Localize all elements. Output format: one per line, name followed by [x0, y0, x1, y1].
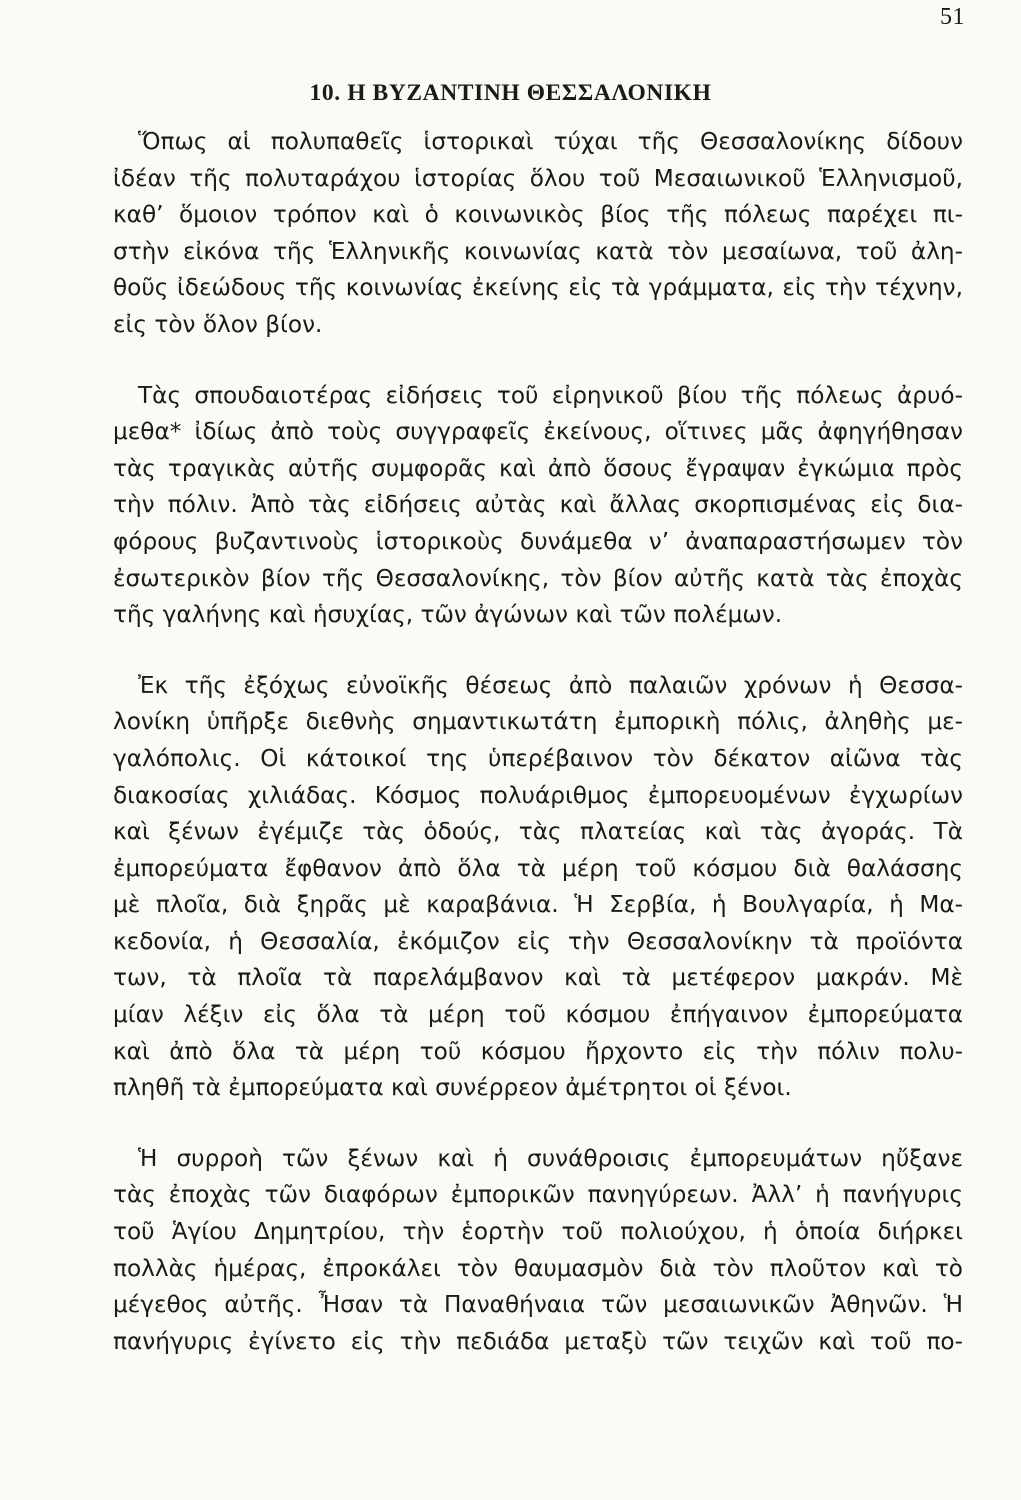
text-line: θοῦς ἰδεώδους τῆς κοινωνίας ἐκείνης εἰς τὰ γράμματα, εἰς τὴν τέχνην, [113, 274, 963, 302]
paragraph-3 [113, 668, 963, 1107]
paragraph-2 [113, 378, 963, 634]
paragraph-4 [113, 1141, 963, 1361]
text-line: λονίκη ὑπῆρξε διεθνὴς σημαντικωτάτη ἐμπορικὴ πόλις, ἀληθὴς με- [113, 708, 963, 736]
text-line: Τὰς σπουδαιοτέρας εἰδήσεις τοῦ εἰρηνικοῦ βίου τῆς πόλεως ἀρυό- [138, 381, 963, 409]
text-line: διακοσίας χιλιάδας. Κόσμος πολυάριθμος ἐμπορευομένων ἐγχωρίων [113, 781, 963, 809]
text-line: καθ’ ὅμοιον τρόπον καὶ ὁ κοινωνικὸς βίος τῆς πόλεως παρέχει πι- [113, 201, 963, 229]
text-line: στὴν εἰκόνα τῆς Ἑλληνικῆς κοινωνίας κατὰ τὸν μεσαίωνα, τοῦ ἀλη- [113, 237, 963, 265]
text-line: πολλὰς ἡμέρας, ἐπροκάλει τὸν θαυμασμὸν διὰ τὸν πλοῦτον καὶ τὸ [113, 1254, 963, 1282]
text-line: μίαν λέξιν εἰς ὅλα τὰ μέρη τοῦ κόσμου ἐπήγαινον ἐμπορεύματα [113, 1001, 963, 1029]
chapter-title: 10. Η ΒΥΖΑΝΤΙΝΗ ΘΕΣΣΑΛΟΝΙΚΗ [309, 80, 712, 106]
text-line: Ἡ συρροὴ τῶν ξένων καὶ ἡ συνάθροισις ἐμπορευμάτων ηὔξανε [138, 1144, 963, 1172]
paragraph-gap [113, 1107, 963, 1141]
text-line: ἐμπορεύματα ἔφθανον ἀπὸ ὅλα τὰ μέρη τοῦ κόσμου διὰ θαλάσσης [113, 854, 963, 882]
text-line: τὰς τραγικὰς αὐτῆς συμφορᾶς καὶ ἀπὸ ὅσους ἔγραψαν ἐγκώμια πρὸς [113, 454, 963, 482]
text-line: των, τὰ πλοῖα τὰ παρελάμβανον καὶ τὰ μετέφερον μακράν. Μὲ [113, 964, 963, 992]
text-line: καὶ ξένων ἐγέμιζε τὰς ὁδούς, τὰς πλατείας καὶ τὰς ἀγοράς. Τὰ [113, 818, 963, 846]
text-line: ἐσωτερικὸν βίον τῆς Θεσσαλονίκης, τὸν βίον αὐτῆς κατὰ τὰς ἐποχὰς [113, 564, 963, 592]
text-line: γαλόπολις. Οἱ κάτοικοί της ὑπερέβαινον τὸν δέκατον αἰῶνα τὰς [113, 744, 963, 772]
paragraph-gap [113, 634, 963, 668]
page-body [113, 124, 963, 1360]
text-line: τῆς γαλήνης καὶ ἡσυχίας, τῶν ἀγώνων καὶ τῶν πολέμων. [113, 601, 783, 629]
text-line: τὴν πόλιν. Ἀπὸ τὰς εἰδήσεις αὐτὰς καὶ ἄλλας σκορπισμένας εἰς δια- [113, 491, 963, 519]
text-line: μέγεθος αὐτῆς. Ἦσαν τὰ Παναθήναια τῶν μεσαιωνικῶν Ἀθηνῶν. Ἡ [113, 1291, 963, 1319]
page-number: 51 [940, 4, 965, 30]
text-line: Ἐκ τῆς ἐξόχως εὐνοϊκῆς θέσεως ἀπὸ παλαιῶν χρόνων ἡ Θεσσα- [138, 671, 963, 699]
text-line: κεδονία, ἡ Θεσσαλία, ἐκόμιζον εἰς τὴν Θεσσαλονίκην τὰ προϊόντα [113, 927, 963, 955]
text-line: εἰς τὸν ὅλον βίον. [113, 310, 323, 338]
text-line: ἰδέαν τῆς πολυταράχου ἱστορίας ὅλου τοῦ Μεσαιωνικοῦ Ἑλληνισμοῦ, [113, 164, 963, 192]
text-line: καὶ ἀπὸ ὅλα τὰ μέρη τοῦ κόσμου ἤρχοντο εἰς τὴν πόλιν πολυ- [113, 1037, 963, 1065]
text-line: μὲ πλοῖα, διὰ ξηρᾶς μὲ καραβάνια. Ἡ Σερβία, ἡ Βουλγαρία, ἡ Μα- [113, 891, 963, 919]
text-line: πανήγυρις ἐγίνετο εἰς τὴν πεδιάδα μεταξὺ τῶν τειχῶν καὶ τοῦ πο- [113, 1327, 963, 1355]
paragraph-1 [113, 124, 963, 344]
text-line: πληθῆ τὰ ἐμπορεύματα καὶ συνέρρεον ἀμέτρητοι οἱ ξένοι. [113, 1074, 792, 1102]
text-line: τὰς ἐποχὰς τῶν διαφόρων ἐμπορικῶν πανηγύρεων. Ἀλλ’ ἡ πανήγυρις [113, 1181, 963, 1209]
text-line: φόρους βυζαντινοὺς ἱστορικοὺς δυνάμεθα ν’ ἀναπαραστήσωμεν τὸν [113, 527, 963, 555]
paragraph-gap [113, 344, 963, 378]
text-line: Ὅπως αἱ πολυπαθεῖς ἱστορικαὶ τύχαι τῆς Θεσσαλονίκης δίδουν [138, 128, 963, 155]
text-line: μεθα* ἰδίως ἀπὸ τοὺς συγγραφεῖς ἐκείνους, οἵτινες μᾶς ἀφηγήθησαν [113, 418, 963, 446]
text-line: τοῦ Ἁγίου Δημητρίου, τὴν ἑορτὴν τοῦ πολιούχου, ἡ ὁποία διήρκει [113, 1218, 963, 1246]
